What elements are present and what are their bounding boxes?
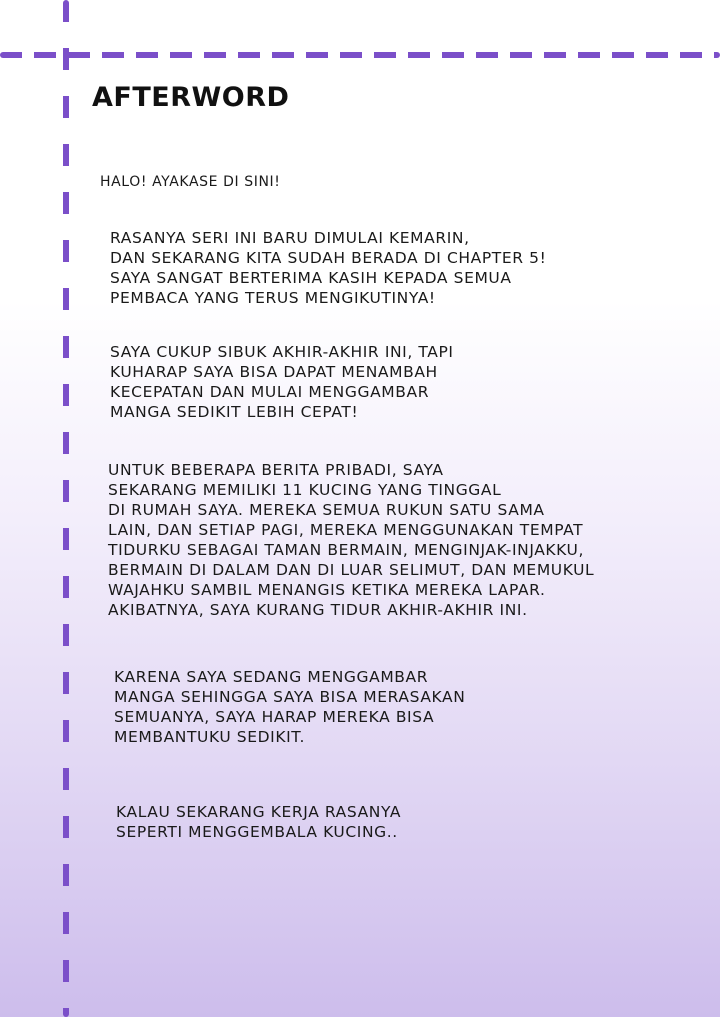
paragraph-greeting: [100, 172, 281, 192]
text-line: MEMBANTUKU SEDIKIT.: [114, 728, 306, 746]
paragraph-cats: [108, 460, 594, 620]
text-line: LAIN, DAN SETIAP PAGI, MEREKA MENGGUNAKAN TEMPAT: [108, 521, 584, 539]
text-line: TIDURKU SEBAGAI TAMAN BERMAIN, MENGINJAK-INJAKKU,: [108, 541, 585, 559]
text-line: KARENA SAYA SEDANG MENGGAMBAR: [114, 668, 429, 686]
text-line: WAJAHKU SAMBIL MENANGIS KETIKA MEREKA LAPAR.: [108, 581, 546, 599]
text-line: SEKARANG MEMILIKI 11 KUCING YANG TINGGAL: [108, 481, 502, 499]
text-line: SAYA SANGAT BERTERIMA KASIH KEPADA SEMUA: [110, 269, 512, 287]
dashed-border-left: [63, 0, 69, 1017]
text-line: MANGA SEDIKIT LEBIH CEPAT!: [110, 403, 359, 421]
text-line: KALAU SEKARANG KERJA RASANYA: [116, 803, 402, 821]
text-line: BERMAIN DI DALAM DAN DI LUAR SELIMUT, DAN MEMUKUL: [108, 561, 595, 579]
paragraph-closing: [116, 802, 401, 842]
paragraph-busy: [110, 342, 454, 422]
paragraph-drawing: [114, 667, 465, 747]
text-line: RASANYA SERI INI BARU DIMULAI KEMARIN,: [110, 229, 470, 247]
page-title: AFTERWORD: [92, 82, 290, 113]
text-line: KECEPATAN DAN MULAI MENGGAMBAR: [110, 383, 430, 401]
text-line: KUHARAP SAYA BISA DAPAT MENAMBAH: [110, 363, 438, 381]
text-line: UNTUK BEBERAPA BERITA PRIBADI, SAYA: [108, 461, 444, 479]
text-line: DI RUMAH SAYA. MEREKA SEMUA RUKUN SATU SAMA: [108, 501, 545, 519]
text-line: HALO! AYAKASE DI SINI!: [100, 174, 281, 190]
text-line: PEMBACA YANG TERUS MENGIKUTINYA!: [110, 289, 436, 307]
text-line: DAN SEKARANG KITA SUDAH BERADA DI CHAPTER 5!: [110, 249, 547, 267]
text-line: SEPERTI MENGGEMBALA KUCING..: [116, 823, 398, 841]
dashed-border-top: [0, 52, 720, 58]
text-line: MANGA SEHINGGA SAYA BISA MERASAKAN: [114, 688, 466, 706]
text-line: SEMUANYA, SAYA HARAP MEREKA BISA: [114, 708, 435, 726]
paragraph-series-thanks: [110, 228, 546, 308]
text-line: AKIBATNYA, SAYA KURANG TIDUR AKHIR-AKHIR INI.: [108, 601, 528, 619]
text-line: SAYA CUKUP SIBUK AKHIR-AKHIR INI, TAPI: [110, 343, 454, 361]
